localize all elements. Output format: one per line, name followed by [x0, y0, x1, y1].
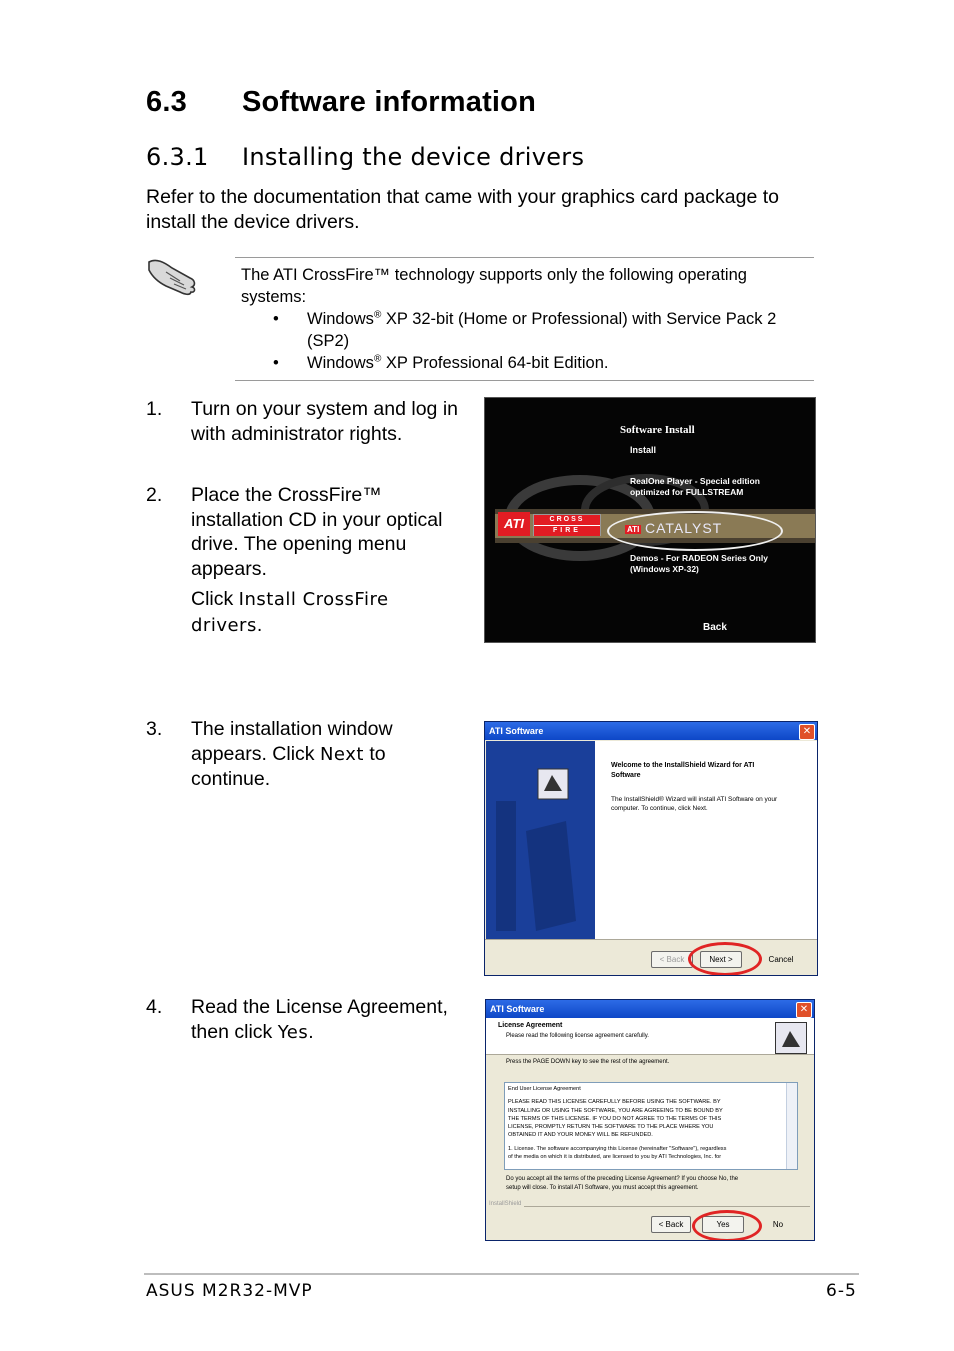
section-number: 6.3	[146, 86, 187, 118]
installshield-welcome-screenshot	[484, 721, 818, 976]
bullet: •	[273, 354, 279, 372]
note-text: The ATI CrossFire™ technology supports only the following operating systems:	[241, 266, 747, 306]
license-agreement-screenshot	[485, 999, 815, 1241]
cancel-button[interactable]: Cancel	[768, 955, 794, 964]
license-header-title: License Agreement	[498, 1022, 563, 1029]
intro-paragraph: Refer to the documentation that came with your graphics card package to install the device drivers.	[146, 186, 780, 233]
footer-rule	[144, 1273, 859, 1275]
software-install-screenshot: Software Install Install RealOne Player - Special edition optimized for FULLSTREAM ATI CROSS FIRE ATI CATALYST Demos - For RADEON Series Only (Windows XP-32) Back	[484, 397, 816, 643]
page-number: 6-5	[826, 1281, 857, 1301]
wizard-side-panel	[486, 741, 595, 939]
eula-textbox[interactable]: End User License Agreement PLEASE READ THIS LICENSE CAREFULLY BEFORE USING THE SOFTWARE. BY INSTALLING OR USING THE SOFTWARE, YOU ARE AGREEING TO BE BOUND BY THE TERMS OF THIS LICENSE. IF YOU DO NOT AGREE TO THE TERMS OF THIS LICENSE, PROMPTLY RETURN THE SOFTWARE TO THE PLACE WHERE YOU OBTAINED IT AND YOUR MONEY WILL BE REFUNDED. 1. License. The software accompanying this License (hereinafter "Software"), regardless of the media on which it is distributed, are licensed to you by ATI Technologies, Inc. for	[504, 1082, 798, 1170]
subsection-title: Installing the device drivers	[242, 143, 585, 171]
welcome-heading: Welcome to the InstallShield Wizard for ATI Software	[611, 762, 755, 779]
accept-question: Do you accept all the terms of the preceding License Agreement? If you choose No, the setup will close. To install ATI Software, you must accept this agreement.	[506, 1176, 739, 1191]
hand-pointing-icon	[146, 254, 200, 296]
window-title: ATI Software	[486, 1000, 814, 1018]
highlight-ring	[607, 511, 783, 551]
section-title: Software information	[242, 86, 537, 118]
catalyst-install-option[interactable]: CATALYST	[645, 520, 723, 536]
os-list	[241, 308, 801, 374]
menu-install[interactable]: Install	[630, 445, 657, 455]
installshield-brand: InstallShield	[489, 1201, 522, 1207]
bullet: •	[273, 310, 279, 328]
close-icon[interactable]: ✕	[799, 724, 815, 740]
step-2: 2. Place the CrossFire™ installation CD in your optical drive. The opening menu appears. Click Install CrossFire drivers.	[146, 484, 443, 636]
install-crossfire-link-text: Install CrossFire drivers	[191, 589, 389, 636]
pagedown-hint: Press the PAGE DOWN key to see the rest of the agreement.	[506, 1059, 670, 1065]
subsection-heading	[146, 143, 584, 171]
highlight-ring	[692, 1210, 762, 1241]
license-header-subtitle: Please read the following license agreement carefully.	[506, 1033, 649, 1039]
ati-logo: ATI	[498, 512, 530, 536]
step-4: 4. Read the License Agreement, then click Yes.	[146, 996, 448, 1043]
list-item: • Windows® XP 32-bit (Home or Professional) with Service Pack 2 (SP2)	[273, 309, 777, 350]
yes-button[interactable]: Yes	[702, 1216, 744, 1233]
close-icon[interactable]: ✕	[796, 1002, 812, 1018]
scrollbar[interactable]	[786, 1083, 797, 1169]
menu-back[interactable]: Back	[703, 622, 727, 633]
next-button[interactable]: Next >	[700, 951, 742, 968]
list-item: • Windows® XP Professional 64-bit Edition.	[273, 353, 609, 372]
welcome-description: The InstallShield® Wizard will install ATI Software on your computer. To continue, click Next.	[611, 796, 778, 812]
menu-demos[interactable]: Demos - For RADEON Series Only (Windows XP-32)	[630, 553, 768, 574]
installer-icon	[775, 1022, 807, 1054]
step-3: 3. The installation window appears. Click Next to continue.	[146, 718, 393, 790]
no-button[interactable]: No	[772, 1220, 784, 1229]
note-top-rule	[235, 257, 814, 258]
section-heading	[146, 86, 536, 119]
note-content	[241, 264, 801, 374]
back-button[interactable]: < Back	[651, 951, 693, 968]
back-button[interactable]: < Back	[651, 1216, 691, 1233]
menu-realone[interactable]: RealOne Player - Special edition optimized for FULLSTREAM	[630, 476, 760, 497]
footer-model: ASUS M2R32-MVP	[146, 1281, 313, 1301]
subsection-number: 6.3.1	[146, 143, 209, 171]
note-bottom-rule	[235, 380, 814, 381]
window-title: ATI Software	[485, 722, 817, 740]
step-1: 1. Turn on your system and log in with administrator rights.	[146, 398, 458, 445]
menu-title: Software Install	[620, 424, 695, 436]
crossfire-logo: CROSS FIRE	[533, 514, 601, 536]
highlight-ring	[688, 942, 762, 976]
